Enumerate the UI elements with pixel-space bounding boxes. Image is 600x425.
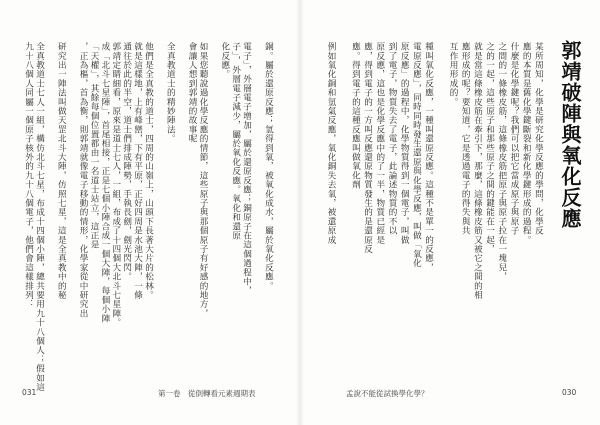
left-page-column: 郭靖定睛細看，原來是道士七人，一組，布成了十四個大北斗七星陣。	[110, 42, 121, 328]
right-page-column: 電原反應」，同時同時發生還原與化學反應，叫做「氧化	[411, 42, 422, 268]
right-page-column: 種叫氧化反應，一種叫還原反應。這種不是單一的反應，	[423, 42, 434, 272]
right-page-column: 什麼是化學鍵呢？我們可以把它當成原子與原子	[509, 42, 519, 236]
right-page-column: 應形成的呢？要知道，它是透過電子的得失與共	[460, 42, 471, 236]
right-page-column: 某所周知，化學是研究化學反應的學問，化學反	[533, 42, 544, 236]
right-page-column: 到了電子，物質失去了電子，此論述物質的不以	[387, 42, 397, 236]
right-page-column: 應。得到電子的這種反應叫做氧化劑	[350, 42, 361, 190]
left-page-column: 他們是全真教的道士，四周的山嶺上，山頭下長著大片的松林。	[143, 42, 154, 300]
right-running-footer: 孟說不能從試換學化學？	[346, 389, 429, 398]
left-page-column: 通往於此的半空，道士們排成陣勢，手執長劍，劍光閃閃。	[121, 42, 132, 282]
chapter-title: 郭靖破陣與氧化反應	[558, 40, 582, 229]
left-page-column: 化反應。	[219, 42, 230, 79]
right-page-column: 之間的一條橡皮筋，這條橡皮筋把原子與原子拉在一塊兒，	[496, 42, 507, 282]
left-page-column: 就是這樣地，上有峰巒，下有平原，正好四周是水池大陣，一條	[132, 42, 143, 300]
right-page-column: 例如氧化銅和氫氣反應，氧化銅失去氧，被還原成	[326, 42, 336, 245]
left-page-number: 031	[22, 388, 37, 397]
right-page-column: 應，得到電子的一方叫反應還原物質發生的是還原反	[362, 42, 373, 254]
left-page-column: 研究出一陣法叫做天罡北斗大陣，仿照七星，這是全真教中的秘	[56, 42, 67, 300]
right-page-column: 就是當這條橡皮筋在牽引下，那麼，這條橡皮筋又被它之間的相	[472, 42, 483, 300]
right-page-column: 原反應，這也是化學反應中的了一半，物質已經是	[374, 42, 385, 245]
right-page-column: 之的一起，這些原子和那些原子之間的鍵能在一起，	[484, 42, 495, 254]
left-page-column: ，正為樞，首為衡，則郭靖就像電子移動的情形，化學家從中研究出	[78, 42, 89, 318]
left-page-column: 會讓人想到郭靖的故事呢	[187, 42, 198, 144]
right-page	[300, 0, 600, 425]
left-page-column: 全真教道士的精妙陣法。	[165, 42, 176, 144]
left-page-column: 成「北斗七星陣」，首尾相接，正是七個小陣合成一個大陣，每個小陣	[99, 42, 110, 323]
right-page-number: 030	[562, 388, 577, 397]
left-page-column: 九十八個人同屬一個原子核外的九十八個電子，他們會這樣排列：	[23, 42, 34, 309]
left-page-column: 「天權」，其餘每個位置都由一名道士站立，這正是	[89, 42, 99, 250]
left-page-column: 電子」，外層電子增加，屬於還原反應；銅原子在這個過程中，	[241, 42, 252, 296]
left-page-column: 子」，外層電子減少，屬於氧化反應。氧化和還原	[230, 42, 241, 241]
left-running-footer: 第一卷 從倒轉看元素週期表	[158, 389, 256, 398]
left-page-column: 如果您聽說過化學反應的情節，這些原子與那個原子有好感的地方，	[198, 42, 208, 318]
right-page-column: 互作用形成的。	[448, 42, 458, 107]
left-page-column: 全真教道士七人一組，構仿北斗七星，布成十四個小陣，總共要用九十八個人；假如這	[34, 42, 45, 392]
right-page-column: 原反應」的過程中，化學物質得到一個電子，叫做	[399, 42, 410, 245]
left-page-column: 銅。屬於還原反應；氫得到氧，被氧化成水，屬於氧化反應。	[263, 42, 274, 291]
right-page-column: 應的本質是舊化學鍵斷裂和新化學鍵形成的過程。	[521, 42, 532, 245]
